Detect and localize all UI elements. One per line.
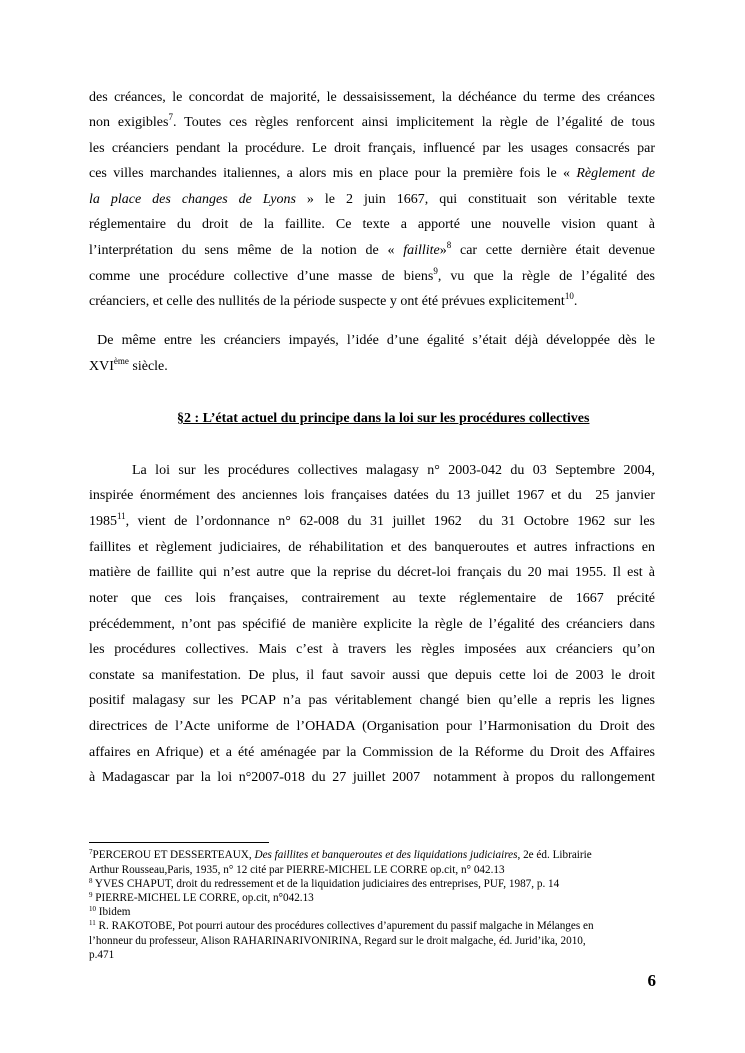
footnote-7-cont: Arthur Rousseau,Paris, 1935, n° 12 cité par PIERRE-MICHEL LE CORRE op.cit, n° 042.13 — [89, 864, 505, 876]
footnote-ref[interactable]: 8 — [446, 240, 452, 250]
footnote-separator — [89, 842, 269, 843]
body-line: réglementaire du droit de la faillite. Ce texte a apporté une nouvelle vision quant à — [89, 217, 655, 232]
body-line: des créances, le concordat de majorité, le dessaisissement, la déchéance du terme des créances — [89, 90, 655, 105]
body-line: XVIème siècle. — [89, 356, 168, 374]
body-line: directrices de l’Acte uniforme de l’OHADA (Organisation pour l’Harmonisation du Droit des — [89, 719, 655, 734]
body-line: De même entre les créanciers impayés, l’idée d’une égalité s’était déjà développée dès le — [89, 333, 655, 348]
footnote-10: $^{10}$ Ibidem — [89, 905, 131, 918]
footnote-ref[interactable]: 10 — [564, 291, 574, 301]
footnote-11-cont: p.471 — [89, 949, 115, 961]
body-line: matière de faillite qui n’est autre que la reprise du décret-loi français du 20 mai 1955. Il est à — [89, 565, 655, 580]
body-line: 1985$^{11}$, vient de l’ordonnance n° 62-008 du 31 juillet 1962 du 31 Octobre 1962 sur les — [89, 511, 655, 529]
footnote-ref[interactable]: 9 — [433, 266, 438, 276]
footnote-7: $^7$PERCEROU ET DESSERTEAUX, Des faillites et banqueroutes et des liquidations judiciaires, 2e éd. Librairie — [89, 848, 592, 861]
body-line: noter que ces lois françaises, contrairement au texte réglementaire de 1667 précité — [89, 591, 655, 606]
page-number: 6 — [647, 971, 656, 990]
body-line: comme une procédure collective d’une masse de biens$^9$, vu que la règle de l’égalité des — [89, 266, 655, 284]
body-line: les procédures collectives. Mais c’est à travers les règles imposées aux créanciers qu’on — [89, 642, 655, 657]
body-line: à Madagascar par la loi n°2007-018 du 27 juillet 2007 notamment à propos du rallongement — [89, 770, 655, 785]
footnote-8: $^8$ YVES CHAPUT, droit du redressement et de la liquidation judiciaires des entreprises, PUF, 1987, p. 14 — [89, 877, 560, 890]
body-line: les créanciers pendant la procédure. Le droit français, influencé par les usages consacrés par — [89, 141, 655, 156]
body-line: créanciers, et celle des nullités de la période suspecte y ont été prévues explicitement$^{10}$. — [89, 291, 578, 309]
body-line: l’interprétation du sens même de la notion de « faillite»$^8$ car cette dernière était devenue — [89, 240, 656, 258]
body-line: La loi sur les procédures collectives malagasy n° 2003-042 du 03 Septembre 2004, — [132, 463, 655, 478]
body-line: affaires en Afrique) et a été aménagée par la Commission de la Réforme du Droit des Affaires — [89, 745, 655, 760]
footnote-ref[interactable]: 11 — [117, 511, 126, 521]
body-line: ces villes marchandes italiennes, a alors mis en place pour la première fois le « Règlement de — [89, 166, 655, 181]
footnote-11-cont: l’honneur du professeur, Alison RAHARINARIVONIRINA, Regard sur le droit malgache, éd. Jurid’ika, 2010, — [89, 935, 586, 947]
footnote-11: $^{11}$ R. RAKOTOBE, Pot pourri autour des procédures collectives d’apurement du passif malgache in Mélanges en — [89, 919, 594, 932]
body-line: la place des changes de Lyons » le 2 juin 1667, qui constituait son véritable texte — [89, 192, 655, 207]
body-line: constate sa manifestation. De plus, il faut savoir aussi que depuis cette loi de 2003 le droit — [89, 668, 655, 683]
body-line: précédemment, n’ont pas spécifié de manière explicite la règle de l’égalité des créanciers dans — [89, 617, 655, 632]
superscript-text: ème — [113, 356, 129, 366]
body-line: positif malagasy sur les PCAP n’a pas véritablement changé bien qu’elle a repris les lignes — [89, 693, 655, 708]
body-line: non exigibles$^7$. Toutes ces règles renforcent ainsi implicitement la règle de l’égalité de tous — [89, 112, 656, 130]
body-line: faillites et règlement judiciaires, de réhabilitation et des banqueroutes et autres infractions en — [89, 540, 655, 555]
footnote-9: $^9$ PIERRE-MICHEL LE CORRE, op.cit, n°042.13 — [89, 891, 314, 904]
section-heading: §2 : L’état actuel du principe dans la loi sur les procédures collectives — [177, 411, 590, 426]
footnote-ref[interactable]: 7 — [168, 112, 173, 122]
body-line: inspirée énormément des anciennes lois françaises datées du 13 juillet 1967 et du 25 janvier — [89, 488, 655, 503]
